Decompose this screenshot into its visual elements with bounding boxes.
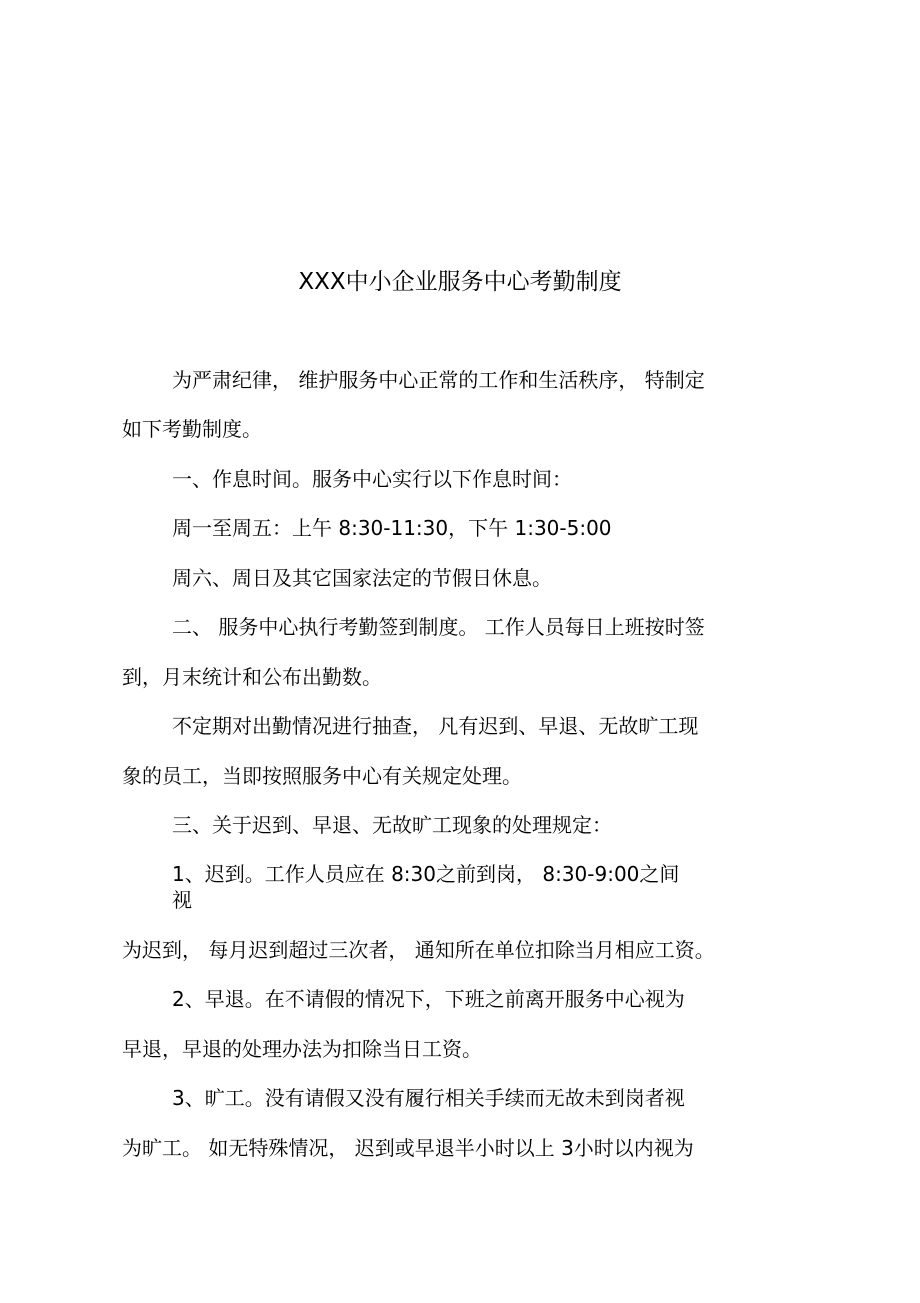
paragraph-9-line-2: 早退，早退的处理办法为扣除当日工资。 (122, 1037, 482, 1061)
document-title: XXX中小企业服务中心考勤制度 (298, 269, 622, 295)
paragraph-9-line-1: 2、早退。在不请假的情况下，下班之前离开服务中心视为 (172, 987, 685, 1011)
paragraph-7-line-1: 三、关于迟到、早退、无故旷工现象的处理规定： (172, 813, 612, 837)
paragraph-5-line-2: 到，月末统计和公布出勤数。 (122, 665, 382, 689)
paragraph-4-line-1: 周六、周日及其它国家法定的节假日休息。 (172, 566, 552, 590)
paragraph-2-line-1: 一、作息时间。服务中心实行以下作息时间： (172, 467, 572, 491)
paragraph-8-line-2: 视 (172, 888, 192, 912)
paragraph-8-line-1: 1、迟到。工作人员应在 8:30之前到岗， 8:30-9:00之间 (172, 862, 680, 886)
paragraph-6-line-2: 象的员工，当即按照服务中心有关规定处理。 (122, 764, 522, 788)
paragraph-10-line-1: 3、旷工。没有请假又没有履行相关手续而无故未到岗者视 (172, 1086, 685, 1110)
paragraph-8-line-3: 为迟到， 每月迟到超过三次者， 通知所在单位扣除当月相应工资。 (122, 938, 715, 962)
paragraph-1-line-1: 为严肃纪律， 维护服务中心正常的工作和生活秩序， 特制定 (172, 368, 705, 392)
paragraph-3-line-1: 周一至周五：上午 8:30-11:30，下午 1:30-5:00 (172, 516, 612, 540)
paragraph-6-line-1: 不定期对出勤情况进行抽查， 凡有迟到、早退、无故旷工现 (172, 714, 699, 738)
paragraph-5-line-1: 二、 服务中心执行考勤签到制度。 工作人员每日上班按时签 (172, 615, 705, 639)
paragraph-1-line-2: 如下考勤制度。 (122, 417, 262, 441)
paragraph-10-line-2: 为旷工。 如无特殊情况， 迟到或早退半小时以上 3小时以内视为 (122, 1136, 694, 1160)
